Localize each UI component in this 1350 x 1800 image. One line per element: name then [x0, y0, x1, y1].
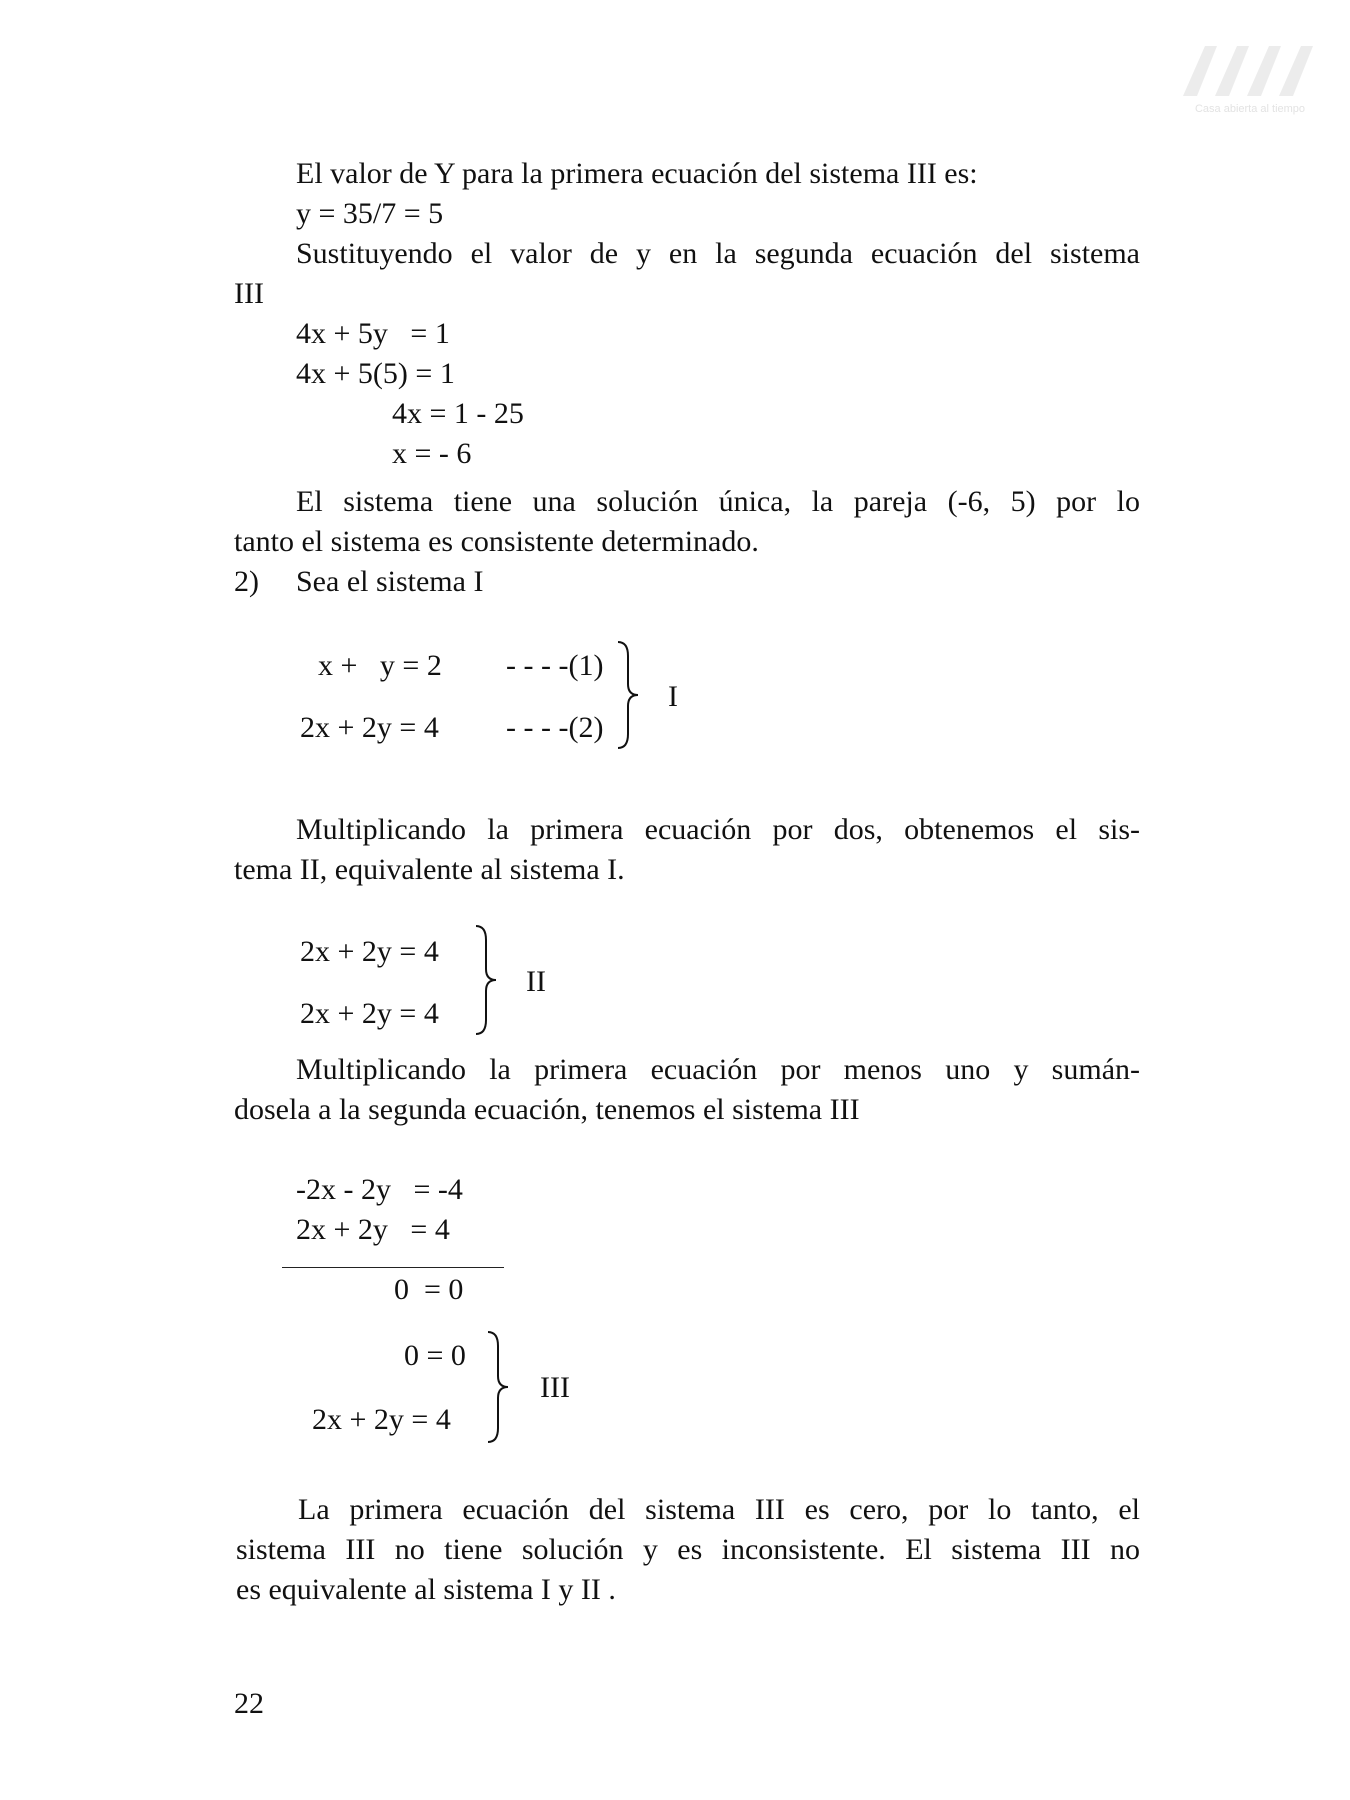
substitution-line-1: Sustituyendo el valor de y en la segunda ecuación del sistema — [296, 237, 1140, 270]
right-brace — [614, 640, 644, 750]
paragraph-3-line-2: sistema III no tiene solución y es inconsistente. El sistema III no — [236, 1533, 1140, 1566]
page-number: 22 — [234, 1687, 264, 1720]
system-3-label: III — [540, 1371, 570, 1404]
paragraph-2-line-1: Multiplicando la primera ecuación por menos uno y sumán- — [296, 1053, 1140, 1086]
paragraph-3-line-3: es equivalente al sistema I y II . — [236, 1573, 616, 1606]
system-1-label: I — [668, 680, 678, 713]
sum-row-2: 2x + 2y = 4 — [296, 1213, 450, 1246]
system-1-row-1-tag: - - - -(1) — [506, 649, 604, 682]
conclusion-line-2: tanto el sistema es consistente determinado. — [234, 525, 759, 558]
sum-row-1: -2x - 2y = -4 — [296, 1173, 463, 1206]
item-number: 2) — [234, 565, 259, 598]
intro-line: El valor de Y para la primera ecuación del sistema III es: — [296, 157, 978, 190]
sum-result: 0 = 0 — [394, 1273, 464, 1306]
system-2-label: II — [526, 965, 546, 998]
system-3-row-2: 2x + 2y = 4 — [312, 1403, 451, 1436]
y-value-line: y = 35/7 = 5 — [296, 197, 444, 230]
system-1-row-2: 2x + 2y = 4 — [300, 711, 439, 744]
equation-step-2: 4x + 5(5) = 1 — [296, 357, 455, 390]
paragraph-1-line-2: tema II, equivalente al sistema I. — [234, 853, 625, 886]
item-text: Sea el sistema I — [296, 565, 484, 598]
right-brace — [484, 1330, 514, 1444]
equation-step-4: x = - 6 — [392, 437, 472, 470]
right-brace — [472, 924, 502, 1036]
conclusion-line-1: El sistema tiene una solución única, la pareja (-6, 5) por lo — [296, 485, 1140, 518]
paragraph-1-line-1: Multiplicando la primera ecuación por dos, obtenemos el sis- — [296, 813, 1140, 846]
system-3-row-1: 0 = 0 — [404, 1339, 466, 1372]
logo-caption: Casa abierta al tiempo — [1194, 103, 1306, 115]
sum-divider — [282, 1267, 504, 1268]
system-1-row-1: x + y = 2 — [318, 649, 442, 682]
logo-icon — [1175, 38, 1325, 118]
substitution-line-2: III — [234, 277, 264, 310]
system-2-row-2: 2x + 2y = 4 — [300, 997, 439, 1030]
system-1-row-2-tag: - - - -(2) — [506, 711, 604, 744]
paragraph-3-line-1: La primera ecuación del sistema III es cero, por lo tanto, el — [298, 1493, 1140, 1526]
university-logo — [1175, 38, 1325, 118]
paragraph-2-line-2: dosela a la segunda ecuación, tenemos el sistema III — [234, 1093, 860, 1126]
system-2-row-1: 2x + 2y = 4 — [300, 935, 439, 968]
equation-step-1: 4x + 5y = 1 — [296, 317, 450, 350]
equation-step-3: 4x = 1 - 25 — [392, 397, 524, 430]
